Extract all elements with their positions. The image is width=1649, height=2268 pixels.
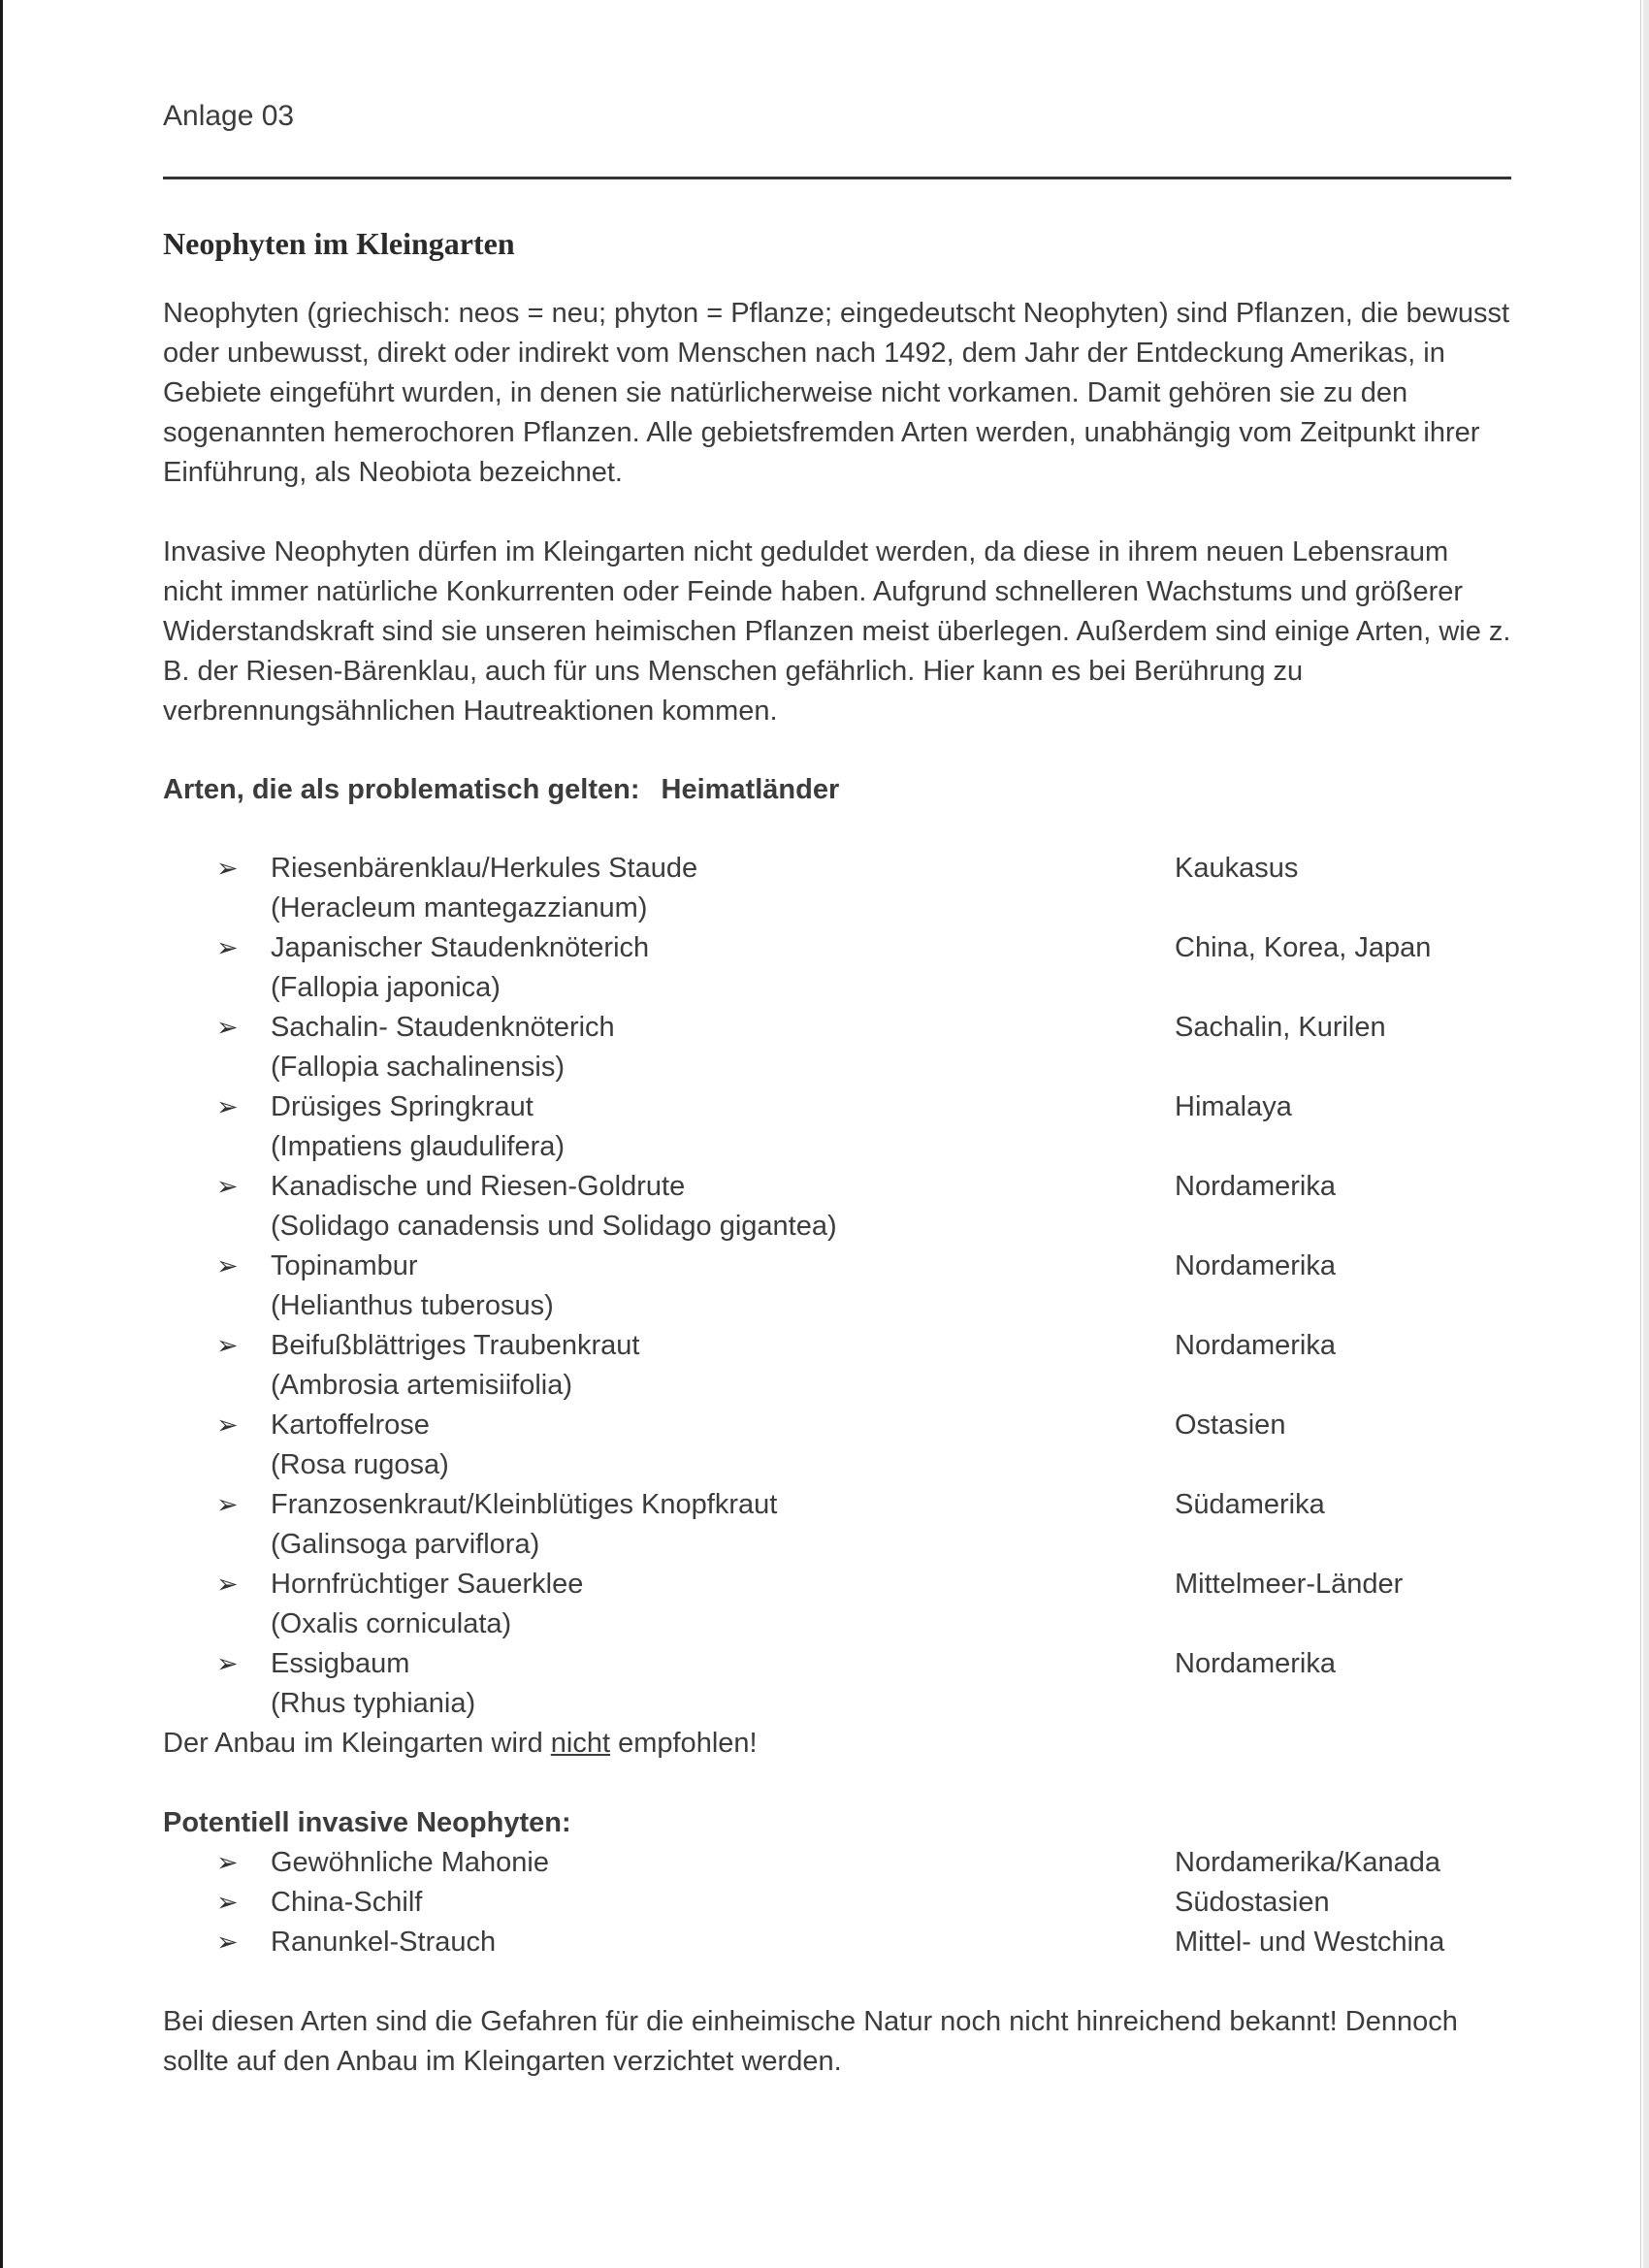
species-origin: China, Korea, Japan	[1175, 932, 1432, 963]
arrow-bullet-icon: ➢	[216, 1251, 239, 1281]
arrow-bullet-icon: ➢	[216, 1888, 239, 1918]
arrow-bullet-icon: ➢	[216, 1013, 239, 1043]
species-common-name: Ranunkel-Strauch	[271, 1927, 497, 1958]
species-common-name: Japanischer Staudenknöterich	[271, 932, 650, 963]
species-common-name: Kanadische und Riesen-Goldrute	[271, 1171, 686, 1202]
species-names	[271, 1326, 1175, 1406]
problematic-species-list	[163, 849, 1511, 1724]
species-origin: Ostasien	[1175, 1409, 1286, 1441]
species-origin: Sachalin, Kurilen	[1175, 1012, 1386, 1043]
list-item	[163, 1326, 1511, 1406]
species-names	[271, 1247, 1175, 1326]
final-paragraph: Bei diesen Arten sind die Gefahren für die einheimische Natur noch nicht hinreichend bekannt! Dennoch sollte auf den Anbau im Kleingarten verzichtet werden.	[163, 2006, 1458, 2077]
species-common-name: Topinambur	[271, 1250, 418, 1281]
species-names	[271, 1644, 1175, 1724]
cultivation-note-start: Der Anbau im Kleingarten wird	[163, 1728, 551, 1759]
species-latin-name: (Fallopia sachalinensis)	[271, 1052, 566, 1083]
arrow-bullet-icon: ➢	[216, 1848, 239, 1878]
species-origin: Nordamerika	[1175, 1171, 1336, 1202]
scan-edge-right-line	[1640, 0, 1641, 2268]
list-item	[163, 1008, 1511, 1087]
list-item	[163, 1167, 1511, 1247]
species-names	[271, 1485, 1175, 1565]
cultivation-note	[163, 1724, 1511, 1764]
species-origin: Himalaya	[1175, 1091, 1292, 1122]
list-item	[163, 1565, 1511, 1644]
scan-edge-left	[0, 0, 3, 2268]
species-latin-name: (Galinsoga parviflora)	[271, 1529, 540, 1560]
list-item	[163, 1485, 1511, 1565]
species-names	[271, 1008, 1175, 1087]
species-origin: Mittel- und Westchina	[1175, 1927, 1445, 1958]
document-title: Neophyten im Kleingarten	[163, 226, 515, 261]
species-origin: Nordamerika	[1175, 1648, 1336, 1679]
species-names	[271, 1406, 1175, 1485]
species-latin-name: (Rhus typhiania)	[271, 1688, 476, 1719]
species-names	[271, 1087, 1175, 1167]
list-item	[163, 1923, 1511, 1962]
species-origin: Kaukasus	[1175, 853, 1299, 884]
list-item	[163, 1644, 1511, 1724]
potential-species-list	[163, 1843, 1511, 1962]
species-latin-name: (Impatiens glaudulifera)	[271, 1131, 566, 1162]
species-origin: Südostasien	[1175, 1887, 1330, 1918]
species-common-name: Sachalin- Staudenknöterich	[271, 1012, 615, 1043]
species-column-heading: Arten, die als problematisch gelten:	[163, 774, 640, 805]
species-names	[271, 928, 1175, 1008]
species-latin-name: (Ambrosia artemisiifolia)	[271, 1370, 573, 1401]
arrow-bullet-icon: ➢	[216, 1331, 239, 1361]
arrow-bullet-icon: ➢	[216, 933, 239, 963]
invasive-paragraph: Invasive Neophyten dürfen im Kleingarten nicht geduldet werden, da diese in ihrem neuen Lebensraum nicht immer natürliche Konkurrenten oder Feinde haben. Aufgrund schnelleren Wachstums und größerer Widerstandskraft sind sie unseren heimischen Pflanzen meist überlegen. Außerdem sind einige Arten, wie z. B. der Riesen-Bärenklau, auch für uns Menschen gefährlich. Hier kann es bei Berührung zu verbrennungsähnlichen Hautreaktionen kommen.	[163, 536, 1511, 727]
species-common-name: Drüsiges Springkraut	[271, 1091, 534, 1122]
list-item	[163, 1247, 1511, 1326]
list-item	[163, 1406, 1511, 1485]
list-item	[163, 1087, 1511, 1167]
species-common-name: Riesenbärenklau/Herkules Staude	[271, 853, 698, 884]
arrow-bullet-icon: ➢	[216, 1490, 239, 1520]
list-item	[163, 849, 1511, 928]
countries-column-heading: Heimatländer	[661, 774, 840, 805]
species-origin: Mittelmeer-Länder	[1175, 1569, 1404, 1600]
problematic-section-heading	[163, 770, 1511, 810]
list-item	[163, 1883, 1511, 1923]
species-latin-name: (Fallopia japonica)	[271, 972, 501, 1003]
arrow-bullet-icon: ➢	[216, 1092, 239, 1122]
scan-edge-right	[1643, 0, 1649, 2268]
species-latin-name: (Rosa rugosa)	[271, 1449, 449, 1480]
list-item	[163, 1843, 1511, 1883]
arrow-bullet-icon: ➢	[216, 1172, 239, 1202]
species-names	[271, 1565, 1175, 1644]
species-common-name: Gewöhnliche Mahonie	[271, 1847, 549, 1878]
intro-paragraph: Neophyten (griechisch: neos = neu; phyton = Pflanze; eingedeutscht Neophyten) sind Pflanzen, die bewusst oder unbewusst, direkt oder indirekt vom Menschen nach 1492, dem Jahr der Entdeckung Amerikas, in Gebiete eingeführt wurden, in denen sie natürlicherweise nicht vorkamen. Damit gehören sie zu den sogenannten hemerochoren Pflanzen. Alle gebietsfremden Arten werden, unabhängig vom Zeitpunkt ihrer Einführung, als Neobiota bezeichnet.	[163, 298, 1510, 488]
species-names	[271, 849, 1175, 928]
document-page	[163, 97, 1511, 2082]
potential-section-heading: Potentiell invasive Neophyten:	[163, 1807, 571, 1838]
species-common-name: China-Schilf	[271, 1887, 423, 1918]
arrow-bullet-icon: ➢	[216, 854, 239, 884]
cultivation-note-emphasis: nicht	[550, 1728, 611, 1759]
species-common-name: Beifußblättriges Traubenkraut	[271, 1330, 640, 1361]
species-origin: Nordamerika	[1175, 1330, 1336, 1361]
species-origin: Südamerika	[1175, 1489, 1325, 1520]
header-rule	[163, 177, 1511, 179]
species-latin-name: (Oxalis corniculata)	[271, 1608, 512, 1639]
species-common-name: Kartoffelrose	[271, 1409, 430, 1441]
species-latin-name: (Solidago canadensis und Solidago gigantea)	[271, 1211, 837, 1242]
species-common-name: Hornfrüchtiger Sauerklee	[271, 1569, 584, 1600]
species-common-name: Essigbaum	[271, 1648, 410, 1679]
species-names	[271, 1167, 1175, 1247]
species-latin-name: (Helianthus tuberosus)	[271, 1290, 554, 1321]
arrow-bullet-icon: ➢	[216, 1410, 239, 1441]
species-origin: Nordamerika	[1175, 1250, 1336, 1281]
species-latin-name: (Heracleum mantegazzianum)	[271, 892, 648, 923]
arrow-bullet-icon: ➢	[216, 1928, 239, 1958]
cultivation-note-end: empfohlen!	[610, 1728, 758, 1759]
attachment-label: Anlage 03	[163, 100, 295, 132]
arrow-bullet-icon: ➢	[216, 1570, 239, 1600]
species-common-name: Franzosenkraut/Kleinblütiges Knopfkraut	[271, 1489, 778, 1520]
arrow-bullet-icon: ➢	[216, 1649, 239, 1679]
list-item	[163, 928, 1511, 1008]
species-origin: Nordamerika/Kanada	[1175, 1847, 1441, 1878]
